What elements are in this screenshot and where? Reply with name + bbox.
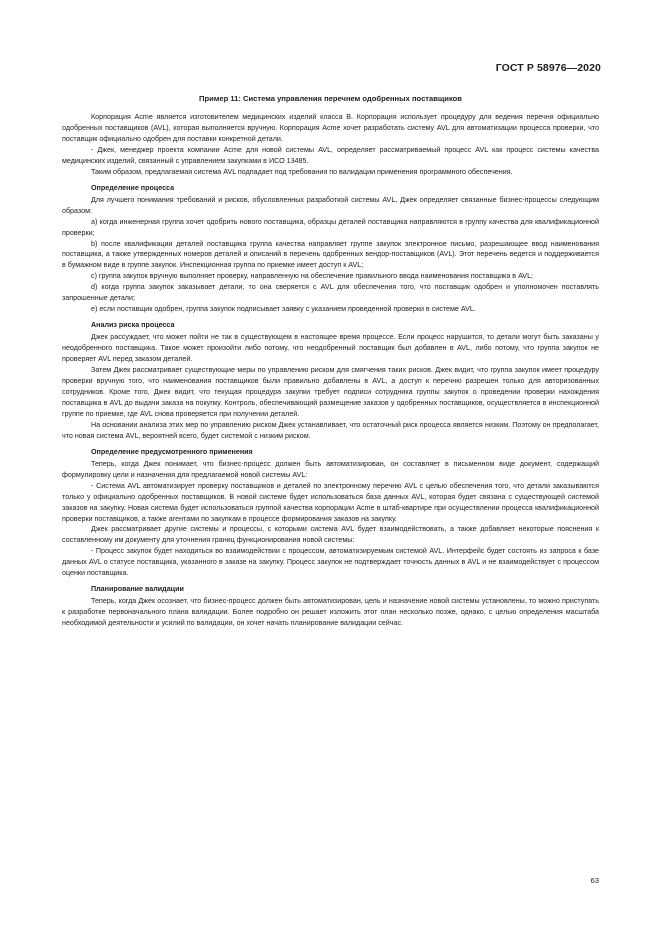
example-title: Пример 11: Система управления перечнем одобренных поставщиков	[199, 94, 462, 103]
paragraph: Затем Джек рассматривает существующие меры по управлению риском для смягчения таких рисков. Джек видит, что группа закупок имеет процедуру проверки вручную того, что наименования поставщиков были правильно добавлены в AVL, а доступ к перечню разрешен только для авторизованных сотрудников. Кроме того, Джек видит, что текущая процедура закупки требует подписи сотрудника группы закупок о проведении проверки нахождения поставщика в AVL до выдачи заказа на покупку. Контроль, обеспечивающий размещение заказов у одобренных поставщиков, осуществляется в инспекционной группе по приемке, где AVL снова проверяется при получении деталей.	[62, 366, 599, 418]
paragraph: Теперь, когда Джек осознает, что бизнес-процесс должен быть автоматизирован, цель и назначение новой системы установлены, то можно приступать к разработке первоначального плана валидации. Более подробно он решает изложить этот план несколько позже, однако, с целью определения масштаба необходимой деятельности и усилий по валидации, он хочет начать планирование валидации сейчас.	[62, 597, 599, 628]
intro-paragraph: Таким образом, предлагаемая система AVL подпадает под требования по валидации применения программного обеспечения.	[91, 167, 513, 176]
list-item: d) когда группа закупок заказывает детали, то она сверяется с AVL для обеспечения того, что поставщик одобрен и уполномочен поставлять запрошенные детали;	[62, 283, 599, 303]
document-code: ГОСТ Р 58976—2020	[495, 62, 601, 74]
intro-paragraph: Корпорация Acme является изготовителем медицинских изделий класса B. Корпорация использует процедуру для ведения перечня официально одобренных поставщиков (AVL), которая выполняется вручную. Корпорация Acme хочет разработать систему AVL для автоматизации процесса проверки, что поставщик официально одобрен для поставки конкретной детали.	[62, 113, 599, 143]
section-heading-intended-use: Определение предусмотренного применения	[91, 447, 253, 456]
paragraph: Джек рассуждает, что может пойти не так в существующем в настоящее время процессе. Если процесс нарушится, то детали могут быть заказаны у неодобренного поставщика. Такое может произойти либо потому, что неодобренный поставщик был добавлен в AVL, либо потому, что группа закупок не проверяет AVL перед заказом деталей.	[62, 333, 599, 364]
paragraph: - Система AVL автоматизирует проверку поставщиков и деталей по электронному перечню AVL с целью обеспечения того, что детали заказываются только у официально одобренных поставщиков. В новой системе будет использоваться база данных AVL, которая будет связана с существующей системой заказов на закупку. Новая система будет использоваться группой качества корпорации Acme в штаб-квартире при осуществлении процесса квалификационной проверки поставщиков, а также агентами по закупкам в процессе формирования заказов на закупку.	[62, 481, 599, 523]
section-heading-process-definition: Определение процесса	[91, 183, 175, 192]
paragraph: Теперь, когда Джек понимает, что бизнес-процесс должен быть автоматизирован, он составляет в письменном виде документ, содержащий формулировку цели и назначения для предлагаемой новой системы AVL:	[62, 459, 599, 479]
list-item: c) группа закупок вручную выполняет проверку, направленную на обеспечение правильного ввода наименования поставщика в AVL;	[91, 272, 534, 281]
page-number: 63	[590, 876, 599, 885]
list-item: b) после квалификации деталей поставщика группа качества направляет группе закупок электронное письмо, разрешающее ввод наименования поставщика, а также утвержденных номеров деталей и описаний в перечень одобренных вендор-поставщиков (AVL). Этот перечень ведется и поддерживается в бумажном виде в группе закупок. Инспекционная группа по приемке имеет доступ к AVL;	[62, 239, 599, 270]
section-heading-validation-planning: Планирование валидации	[91, 585, 184, 594]
intro-paragraph: - Джек, менеджер проекта компании Acme для новой системы AVL, определяет рассматриваемый процесс AVL как процесс системы качества медицинских изделий, связанный с управлением закупками в ИСО 13485.	[62, 145, 599, 165]
section-heading-risk-analysis: Анализ риска процесса	[91, 321, 175, 330]
paragraph: Для лучшего понимания требований и рисков, обусловленных разработкой системы AVL, Джек определяет связанные бизнес-процессы следующим образом:	[62, 195, 599, 215]
paragraph: На основании анализа этих мер по управлению риском Джек устанавливает, что остаточный риск процесса является низким. Поэтому он предполагает, что новая система AVL, вероятней всего, будет системой с низким риском.	[62, 420, 599, 440]
document-body	[62, 112, 599, 629]
list-item: a) когда инженерная группа хочет одобрить нового поставщика, образцы деталей поставщика направляются в группу качества для квалификационной проверки;	[62, 217, 599, 237]
paragraph: Джек рассматривает другие системы и процессы, с которыми система AVL будет взаимодействовать, а также добавляет некоторые пояснения к составленному им документу для уточнения границ функционирования новой системы:	[62, 525, 599, 545]
paragraph: - Процесс закупок будет находиться во взаимодействии с процессом, автоматизируемым системой AVL. Интерфейс будет состоять из запроса к базе данных AVL о статусе поставщика, указанного в заказе на закупку. Процесс закупок не подтверждает точность данных в AVL и не взаимодействует с процессом оценки поставщика.	[62, 547, 599, 578]
list-item: e) если поставщик одобрен, группа закупок подписывает заявку с указанием проведенной проверки в системе AVL.	[91, 305, 476, 314]
